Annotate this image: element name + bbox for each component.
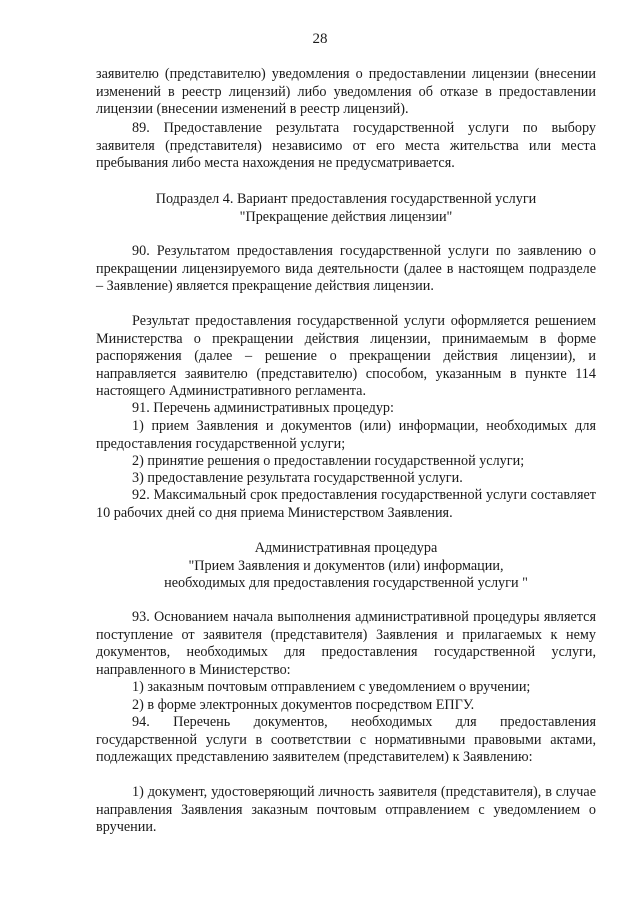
- paragraph-91-item-2: 2) принятие решения о предоставлении государственной услуги;: [132, 453, 525, 469]
- paragraph-94-item-1: 1) документ, удостоверяющий личность заявителя (представителя), в случае направления Заявления заказным почтовым отправлением с уведомлением о вручении.: [96, 784, 596, 836]
- paragraph-89: 89. Предоставление результата государственной услуги по выбору заявителя (представителя) независимо от его места жительства или места пребывания либо места нахождения не предусматривается.: [96, 120, 596, 172]
- procedure-subtitle-1: "Прием Заявления и документов (или) информации,: [188, 558, 504, 574]
- paragraph-intro: заявителю (представителю) уведомления о предоставлении лицензии (внесении изменений в реестр лицензий) либо уведомления об отказе в предоставлении лицензии (внесении изменений в реестр лицензий).: [96, 66, 596, 118]
- paragraph-94: 94. Перечень документов, необходимых для предоставления государственной услуги в соответствии с нормативными правовыми актами, подлежащих представлению заявителем (представителем) к Заявлению:: [96, 714, 596, 766]
- paragraph-92: 92. Максимальный срок предоставления государственной услуги составляет 10 рабочих дней со дня приема Министерством Заявления.: [96, 487, 596, 521]
- procedure-title: Административная процедура: [254, 540, 438, 556]
- paragraph-93-item-1: 1) заказным почтовым отправлением с уведомлением о вручении;: [132, 679, 531, 695]
- paragraph-90-result: Результат предоставления государственной услуги оформляется решением Министерства о прекращении действия лицензии, принимаемым в форме распоряжения (далее – решение о прекращении действия лицензии), и направляется заявителю (представителю) способом, указанным в пункте 114 настоящего Административного регламента.: [96, 313, 596, 400]
- paragraph-93-item-2: 2) в форме электронных документов посредством ЕПГУ.: [132, 697, 475, 713]
- paragraph-93: 93. Основанием начала выполнения административной процедуры является поступление от заявителя (представителя) Заявления и прилагаемых к нему документов, необходимых для предоставления государственной услуги, направленного в Министерство:: [96, 609, 596, 678]
- paragraph-91-item-1: 1) прием Заявления и документов (или) информации, необходимых для предоставления государственной услуги;: [96, 418, 596, 452]
- paragraph-91: 91. Перечень административных процедур:: [132, 400, 394, 416]
- subsection-4-subtitle: "Прекращение действия лицензии": [239, 209, 453, 225]
- paragraph-90: 90. Результатом предоставления государственной услуги по заявлению о прекращении лицензируемого вида деятельности (далее в настоящем подразделе – Заявление) является прекращение действия лицензии.: [96, 243, 596, 295]
- subsection-4-title: Подраздел 4. Вариант предоставления государственной услуги: [155, 191, 537, 207]
- page-number: 28: [312, 31, 328, 47]
- paragraph-91-item-3: 3) предоставление результата государственной услуги.: [132, 470, 463, 486]
- procedure-subtitle-2: необходимых для предоставления государственной услуги ": [164, 575, 528, 591]
